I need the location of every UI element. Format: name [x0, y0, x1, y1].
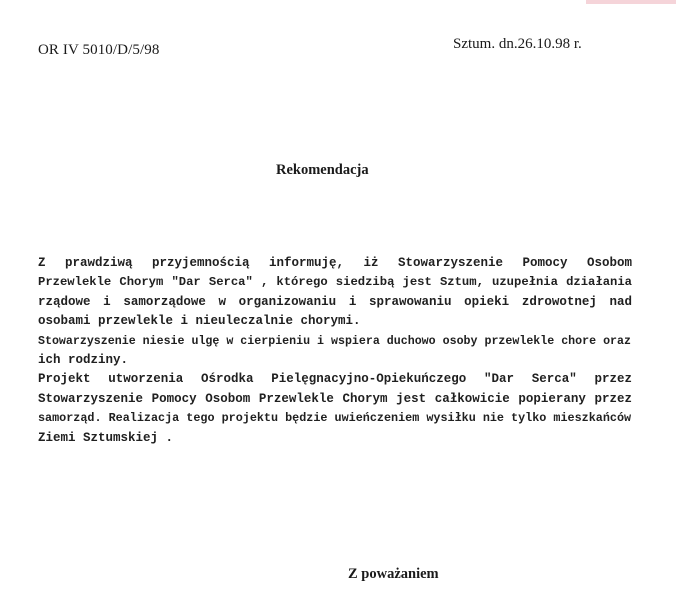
- stamp-fragment: [586, 0, 676, 4]
- body-line: Projekt utworzenia Ośrodka Pielęgnacyjno-Opiekuńczego "Dar Serca" przez: [38, 372, 632, 387]
- place-and-date: Sztum. dn.26.10.98 r.: [453, 36, 582, 52]
- body-line: samorząd. Realizacja tego projektu będzie uwieńczeniem wysiłku nie tylko mieszkańców: [38, 411, 632, 426]
- closing-salutation: Z poważaniem: [348, 566, 439, 582]
- body-line: Z prawdziwą przyjemnością informuję, iż Stowarzyszenie Pomocy Osobom: [38, 256, 632, 270]
- document-title: Rekomendacja: [276, 162, 369, 178]
- body-line: osobami przewlekle i nieuleczalnie chorymi.: [38, 314, 361, 329]
- body-line: Przewlekle Chorym "Dar Serca" , którego siedzibą jest Sztum, uzupełnia działania: [38, 275, 632, 290]
- body-line: Ziemi Sztumskiej .: [38, 430, 174, 445]
- body-line: Stowarzyszenie niesie ulgę w cierpieniu i wspiera duchowo osoby przewlekle chore oraz: [38, 334, 631, 348]
- body-line: ich rodziny.: [38, 353, 129, 368]
- reference-number: OR IV 5010/D/5/98: [38, 42, 160, 58]
- letter-body: [38, 254, 632, 448]
- body-line: Stowarzyszenie Pomocy Osobom Przewlekle Chorym jest całkowicie popierany przez: [38, 391, 632, 406]
- body-line: rządowe i samorządowe w organizowaniu i sprawowaniu opieki zdrowotnej nad: [38, 294, 632, 309]
